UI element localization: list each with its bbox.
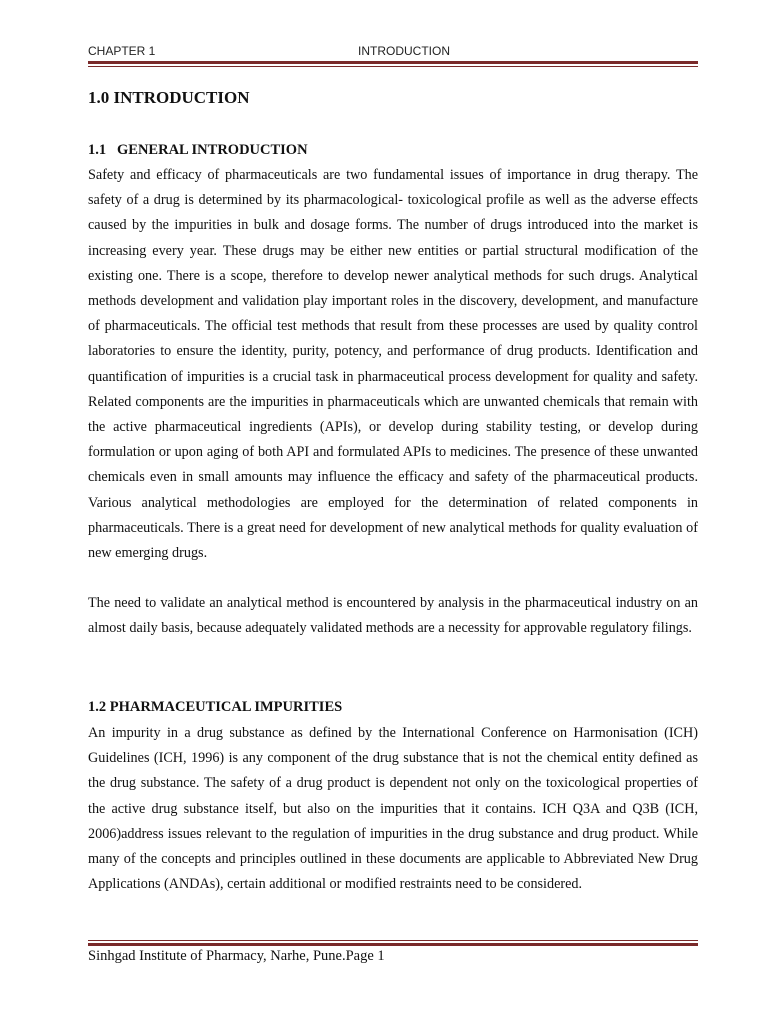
general-introduction-paragraph: Safety and efficacy of pharmaceuticals are two fundamental issues of importance in drug therapy. The safety of a drug is determined by its pharmacological- toxicological profile as well as the adverse effects caused by the impurities in bulk and dosage forms. The number of drugs introduced into the market is increasing every year. These drugs may be either new entities or partial structural modification of the existing one. There is a scope, therefore to develop newer analytical methods for such drugs. Analytical methods development and validation play important roles in the discovery, development, and manufacture of pharmaceuticals. The official test methods that result from these processes are used by quality control laboratories to ensure the identity, purity, potency, and performance of drug products. Identification and quantification of impurities is a crucial task in pharmaceutical process development for quality and safety. Related components are the impurities in pharmaceuticals which are unwanted chemicals that remain with the active pharmaceutical ingredients (APIs), or develop during stability testing, or develop during formulation or upon aging of both API and formulated APIs to medicines. The presence of these unwanted chemicals even in small amounts may influence the efficacy and safety of the pharmaceutical products. Various analytical methodologies are employed for the determination of related components in pharmaceuticals. There is a great need for development of new analytical methods for quality evaluation of new emerging drugs.: [88, 167, 698, 562]
general-introduction-heading: 1.1 GENERAL INTRODUCTION: [88, 142, 308, 158]
section-title: 1.0 INTRODUCTION: [88, 88, 250, 107]
page-footer: Sinhgad Institute of Pharmacy, Narhe, Pune.Page 1: [88, 948, 385, 964]
footer-rule-thick: [88, 943, 698, 946]
header-rule-thin: [88, 66, 698, 67]
pharmaceutical-impurities-heading: 1.2 PHARMACEUTICAL IMPURITIES: [88, 699, 343, 715]
page-header: [88, 42, 698, 62]
pharmaceutical-impurities-paragraph: An impurity in a drug substance as defined by the International Conference on Harmonisation (ICH) Guidelines (ICH, 1996) is any component of the drug substance that is not the chemical entity defined as the drug substance. The safety of a drug product is dependent not only on the toxicological properties of the active drug substance itself, but also on the impurities that it contains. ICH Q3A and Q3B (ICH, 2006)address issues relevant to the regulation of impurities in the drug substance and drug product. While many of the concepts and principles outlined in these documents are applicable to Abbreviated New Drug Applications (ANDAs), certain additional or modified restraints need to be considered.: [88, 725, 706, 893]
header-title: INTRODUCTION: [358, 44, 450, 58]
footer-rule-thin: [88, 940, 698, 941]
chapter-label: CHAPTER 1: [88, 44, 156, 58]
validation-paragraph: The need to validate an analytical method is encountered by analysis in the pharmaceutical industry on an almost daily basis, because adequately validated methods are a necessity for approvable regulatory filings.: [88, 595, 698, 637]
header-rule-thick: [88, 61, 698, 64]
